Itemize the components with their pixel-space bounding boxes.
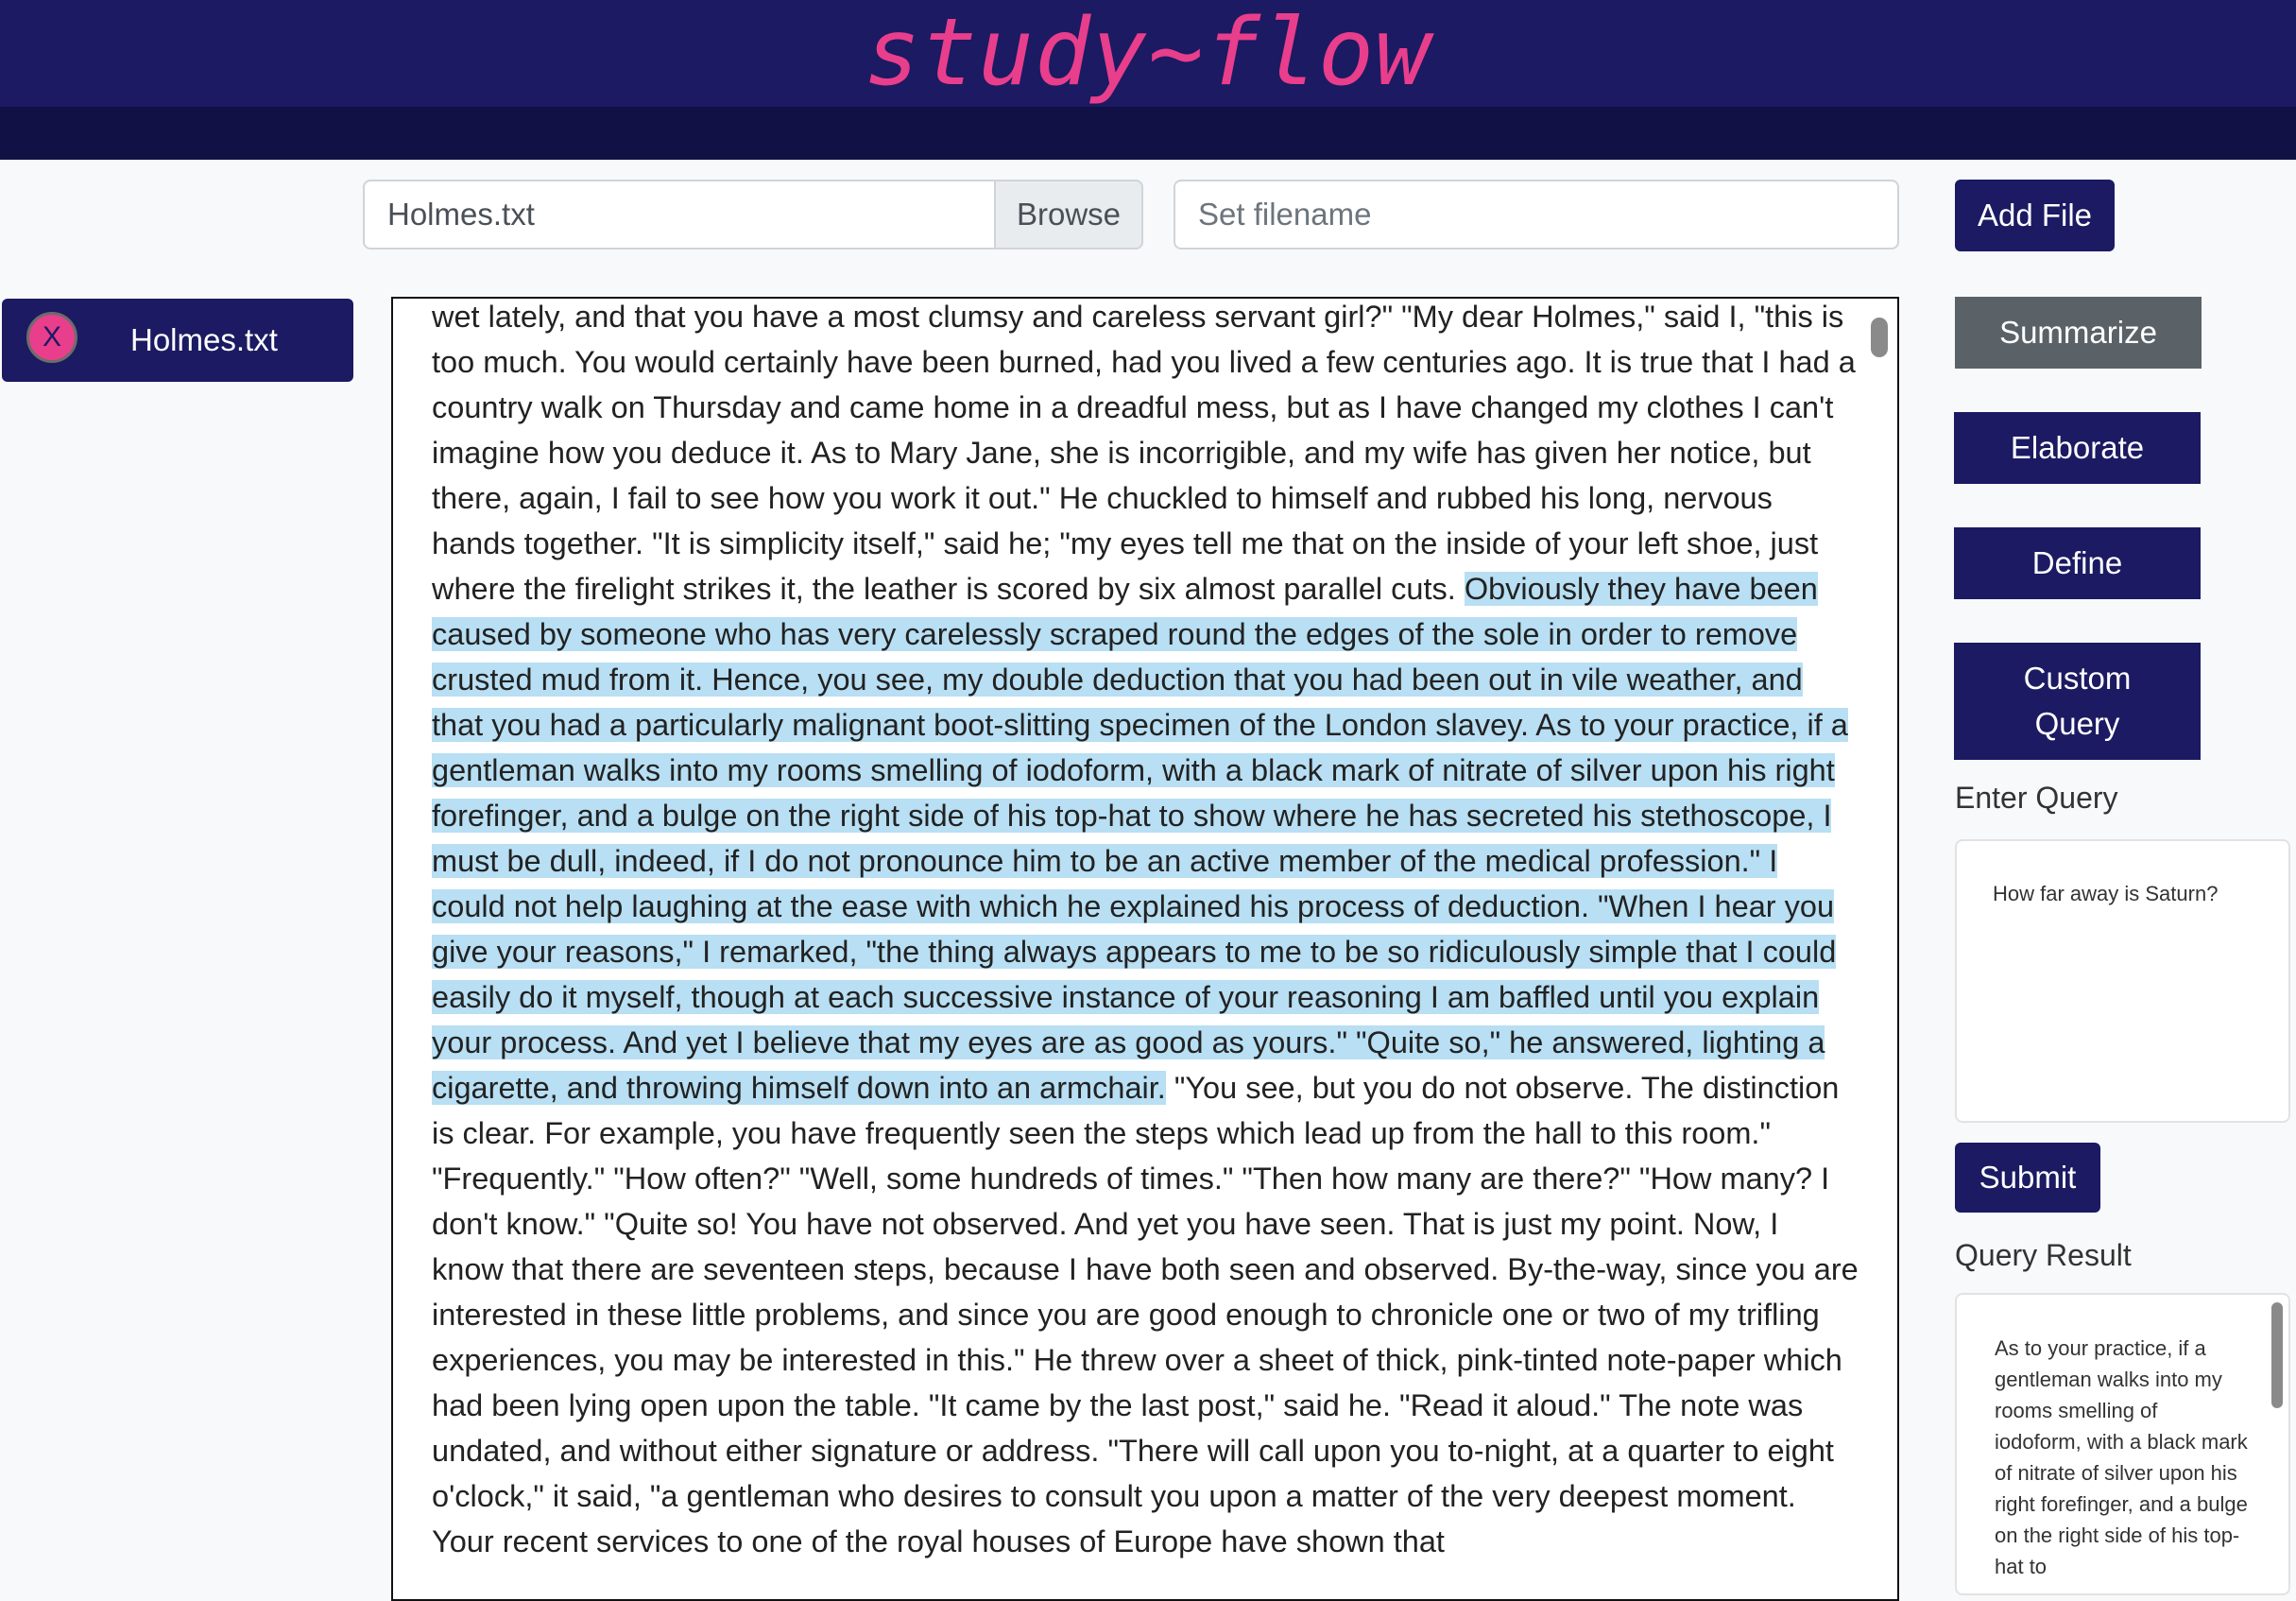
app-logo: study~flow [864, 0, 1431, 107]
document-viewer[interactable] [391, 297, 1899, 1601]
query-result-label: Query Result [1955, 1238, 2132, 1272]
file-upload-input[interactable] [363, 180, 1143, 250]
document-text[interactable] [432, 297, 1859, 1564]
file-list-item[interactable] [2, 299, 353, 382]
query-textarea[interactable]: How far away is Saturn? [1955, 839, 2290, 1123]
elaborate-button[interactable]: Elaborate [1954, 412, 2201, 484]
remove-file-icon[interactable]: X [26, 312, 77, 363]
define-button[interactable]: Define [1954, 527, 2201, 599]
selected-file-name: Holmes.txt [387, 197, 535, 232]
custom-query-label-line1: Custom [2023, 661, 2132, 696]
app-header [0, 0, 2296, 107]
query-result-box[interactable] [1955, 1293, 2290, 1595]
document-text-selection[interactable]: Obviously they have been caused by someone who has very carelessly scraped round the edges of the sole in order to remove crusted mud from it. Hence, you see, my double deduction that you had been out in vile weather, and that you had a particularly malignant boot-slitting specimen of the London slavey. As to your practice, if a gentleman walks into my rooms smelling of iodoform, with a black mark of nitrate of silver upon his right forefinger, and a bulge on the right side of his top-hat to show where he has secreted his stethoscope, I must be dull, indeed, if I do not pronounce him to be an active member of the medical profession." I could not help laughing at the ease with which he explained his process of deduction. "When I hear you give your reasons," I remarked, "the thing always appears to me to be so ridiculously simple that I could easily do it myself, though at each successive instance of your reasoning I am baffled until you explain your process. And yet I believe that my eyes are as good as yours." "Quite so," he answered, lighting a cigarette, and throwing himself down into an armchair. [432, 572, 1848, 1105]
enter-query-label: Enter Query [1955, 781, 2118, 815]
query-result-text: As to your practice, if a gentleman walks into my rooms smelling of iodoform, with a black mark of nitrate of silver upon his right forefinger, and a bulge on the right side of his top-hat to [1995, 1336, 2248, 1578]
browse-button[interactable]: Browse [994, 181, 1141, 248]
filename-input[interactable] [1174, 180, 1899, 250]
summarize-button[interactable]: Summarize [1955, 297, 2202, 369]
add-file-button[interactable]: Add File [1955, 180, 2115, 251]
header-subbar [0, 107, 2296, 160]
custom-query-label-line2: Query [2034, 706, 2120, 741]
file-list-item-label: Holmes.txt [130, 322, 278, 357]
document-scrollbar[interactable] [1871, 318, 1888, 357]
submit-button[interactable]: Submit [1955, 1143, 2100, 1213]
document-text-after: "You see, but you do not observe. The distinction is clear. For example, you have frequently seen the steps which lead up from the hall to this room." "Frequently." "How often?" "Well, some hundreds of times." "Then how many are there?" "How many? I don't know." "Quite so! You have not observed. And yet you have seen. That is just my point. Now, I know that there are seventeen steps, because I have both seen and observed. By-the-way, since you are interested in these little problems, and since you are good enough to chronicle one or two of my trifling experiences, you may be interested in this." He threw over a sheet of thick, pink-tinted note-paper which had been lying open upon the table. "It came by the last post," said he. "Read it aloud." The note was undated, and without either signature or address. "There will call upon you to-night, at a quarter to eight o'clock," it said, "a gentleman who desires to consult you upon a matter of the very deepest moment. Your recent services to one of the royal houses of Europe have shown that [432, 1071, 1859, 1558]
document-text-before: wet lately, and that you have a most clumsy and careless servant girl?" "My dear Holmes," said I, "this is too much. You would certainly have been burned, had you lived a few centuries ago. It is true that I had a country walk on Thursday and came home in a dreadful mess, but as I have changed my clothes I can't imagine how you deduce it. As to Mary Jane, she is incorrigible, and my wife has given her notice, but there, again, I fail to see how you work it out." He chuckled to himself and rubbed his long, nervous hands together. "It is simplicity itself," said he; "my eyes tell me that on the inside of your left shoe, just where the firelight strikes it, the leather is scored by six almost parallel cuts. [432, 300, 1856, 606]
result-scrollbar[interactable] [2271, 1302, 2283, 1408]
custom-query-button[interactable] [1954, 643, 2201, 760]
